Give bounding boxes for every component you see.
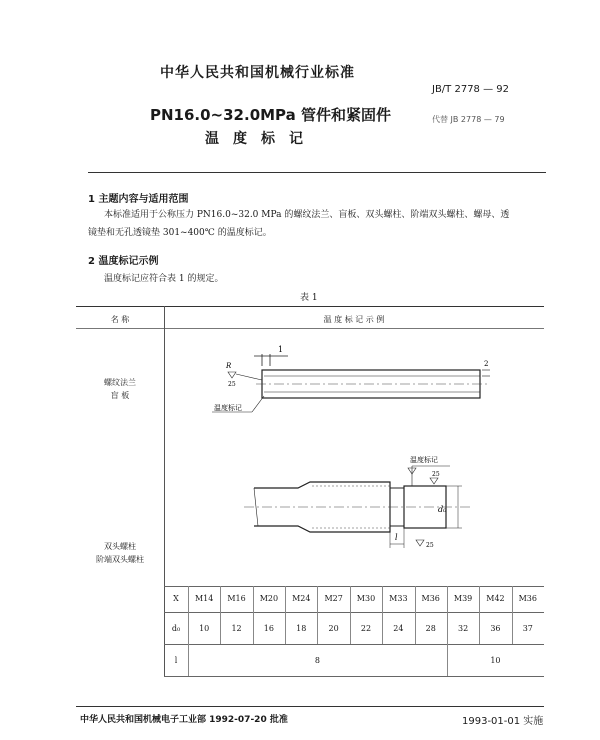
row1-label-line1: 螺纹法兰 bbox=[104, 378, 136, 387]
d0-cell: 10 bbox=[199, 624, 210, 633]
table-caption: 表 1 bbox=[300, 293, 318, 303]
radius-label: R bbox=[226, 362, 232, 370]
table-col-example: 温 度 标 记 示 例 bbox=[323, 315, 385, 324]
size-col-divider bbox=[382, 586, 383, 644]
dim-l-label: l bbox=[395, 533, 398, 542]
roughness-label-2: 25 bbox=[432, 471, 440, 478]
roughness-symbol-3 bbox=[416, 540, 424, 546]
header-rule bbox=[88, 172, 546, 173]
row2-label-line2: 阶端双头螺柱 bbox=[96, 555, 144, 564]
d0-cell: 36 bbox=[490, 624, 501, 633]
size-col-divider bbox=[479, 586, 480, 644]
d0-cell: 16 bbox=[263, 624, 274, 633]
size-row-label: X bbox=[173, 594, 179, 603]
size-col-divider bbox=[285, 586, 286, 644]
d0-cell: 20 bbox=[328, 624, 339, 633]
size-col-divider bbox=[220, 586, 221, 644]
approval-line: 中华人民共和国机械电子工业部 1992-07-20 批准 bbox=[80, 715, 288, 725]
d0-cell: 18 bbox=[296, 624, 307, 633]
table-top-rule bbox=[76, 306, 544, 307]
d0-cell: 12 bbox=[231, 624, 242, 633]
row1-label bbox=[76, 376, 164, 402]
document-subtitle: 温度标记 bbox=[205, 131, 317, 147]
dim-top-label: 1 bbox=[278, 345, 284, 354]
row2-label bbox=[76, 540, 164, 566]
d0-row-label: d₀ bbox=[171, 624, 181, 633]
document-title: PN16.0~32.0MPa 管件和紧固件 bbox=[150, 106, 391, 124]
d0-cell: 37 bbox=[522, 624, 533, 633]
l-group2-cell: 10 bbox=[490, 656, 501, 665]
size-cell: M14 bbox=[194, 594, 214, 603]
row1-label-line2: 盲 板 bbox=[110, 391, 130, 400]
size-cell: M30 bbox=[356, 594, 376, 603]
size-cell: M36 bbox=[518, 594, 537, 603]
section-1-body-line2: 镜垫和无孔透镜垫 301~400℃ 的温度标记。 bbox=[88, 228, 272, 238]
flange-drawing bbox=[200, 336, 500, 436]
roughness-symbol-2 bbox=[430, 478, 438, 484]
section-1-body-line1: 本标准适用于公称压力 PN16.0~32.0 MPa 的螺纹法兰、盲板、双头螺柱、阶端双头螺柱、螺母、透 bbox=[104, 210, 510, 220]
size-cell: M33 bbox=[389, 594, 408, 603]
roughness-symbol bbox=[228, 372, 236, 378]
size-col-divider bbox=[317, 586, 318, 644]
table-vertical-divider bbox=[164, 306, 165, 676]
d0-cell: 22 bbox=[360, 624, 372, 633]
size-cell: M36 bbox=[421, 594, 440, 603]
replaces-standard: 代替 JB 2778 — 79 bbox=[432, 115, 505, 124]
mark-label-1: 温度标记 bbox=[214, 404, 242, 412]
roughness-label: 25 bbox=[228, 381, 236, 388]
size-cell: M39 bbox=[453, 594, 473, 603]
table-header-rule bbox=[76, 328, 544, 329]
mark-label-2: 温度标记 bbox=[410, 456, 438, 464]
l-row-label: l bbox=[174, 656, 178, 665]
dim-d-label: d₀ bbox=[438, 505, 447, 514]
d0-cell: 28 bbox=[425, 624, 436, 633]
leader-mark bbox=[252, 396, 264, 412]
row2-label-line1: 双头螺柱 bbox=[104, 542, 136, 551]
size-cell: M20 bbox=[259, 594, 279, 603]
size-cell: M16 bbox=[227, 594, 246, 603]
dim-right-label: 2 bbox=[484, 360, 489, 368]
size-col-divider bbox=[512, 586, 513, 644]
size-table-bottom bbox=[164, 676, 544, 677]
org-standard-heading: 中华人民共和国机械行业标准 bbox=[160, 65, 355, 81]
size-col-divider bbox=[350, 586, 351, 644]
size-col-divider bbox=[253, 586, 254, 644]
section-1-heading: 1 主题内容与适用范围 bbox=[88, 194, 189, 205]
size-cell: M42 bbox=[486, 594, 505, 603]
section-2-body: 温度标记应符合表 1 的规定。 bbox=[104, 274, 224, 284]
d0-cell: 24 bbox=[393, 624, 404, 633]
size-cell: M24 bbox=[292, 594, 311, 603]
size-col-divider bbox=[415, 586, 416, 644]
d0-cell: 32 bbox=[457, 624, 469, 633]
table-col-name: 名 称 bbox=[110, 315, 130, 324]
size-table-mid2 bbox=[164, 644, 544, 645]
l-group1-cell: 8 bbox=[314, 656, 320, 665]
size-cell: M27 bbox=[324, 594, 343, 603]
leader-r bbox=[236, 374, 262, 380]
stud-drawing bbox=[240, 450, 480, 560]
effective-date: 1993-01-01 实施 bbox=[462, 716, 544, 727]
size-col-divider bbox=[447, 586, 448, 644]
footer-rule bbox=[76, 706, 544, 707]
roughness-label-3: 25 bbox=[426, 542, 434, 549]
section-2-heading: 2 温度标记示例 bbox=[88, 256, 159, 267]
standard-number: JB/T 2778 — 92 bbox=[432, 84, 509, 95]
